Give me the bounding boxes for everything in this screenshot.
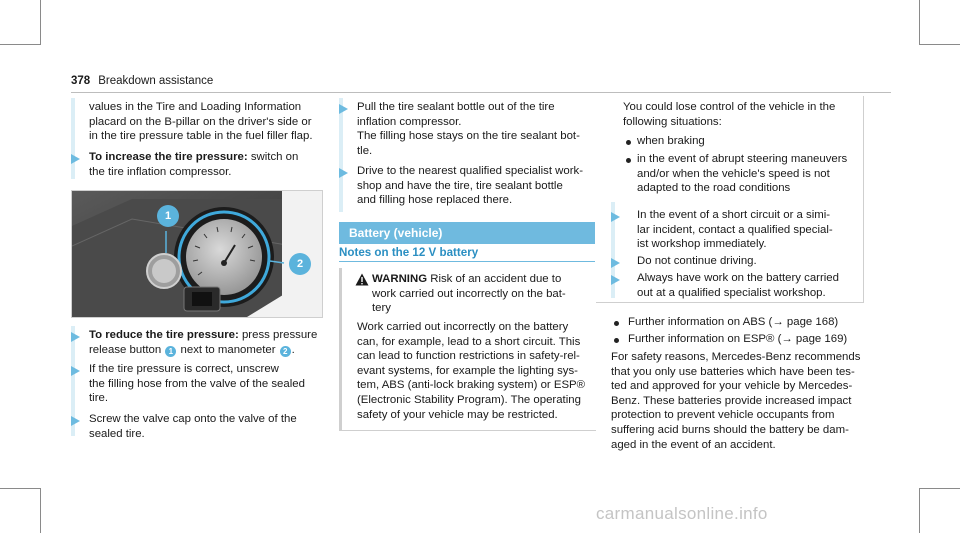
warning-head: Risk of an accident due to work carried out incorrectly on the bat- tery <box>372 273 566 315</box>
callout-2-badge: 2 <box>289 253 311 275</box>
col3-step1: In the event of a short circuit or a simi- lar incident, contact a qualified special- ist workshop immediately. <box>637 209 833 251</box>
step2-rest: press pressure release button <box>89 329 318 356</box>
warning-body: Work carried out incorrectly on the battery can, for example, lead to a short circuit. This can lead to function restrictions in safety-rel- evant systems, for example the lighting sys- tem, ABS (anti-lock braking system) or ESP® (Electronic Stability Program). The operating safety of your vehicle may be restricted. <box>357 321 586 421</box>
step-arrow-icon <box>71 366 80 376</box>
col3-step2: Do not continue driving. <box>637 255 757 267</box>
manometer-illustration <box>72 191 322 317</box>
crop-mark <box>919 0 920 45</box>
warning-triangle-icon <box>355 273 369 286</box>
step-bar <box>339 98 343 212</box>
col1-step3: If the tire pressure is correct, unscrew the filling hose from the valve of the sealed tire. <box>89 363 305 405</box>
col3-step3: Always have work on the battery carried out at a qualified specialist workshop. <box>637 272 839 299</box>
step1-bold: To increase the tire pressure: <box>89 151 248 163</box>
header-divider <box>71 92 891 93</box>
crop-mark <box>919 488 920 533</box>
step-arrow-icon <box>71 332 80 342</box>
step-arrow-icon <box>339 104 348 114</box>
page-header <box>71 74 213 89</box>
bullet-dot <box>626 140 631 145</box>
section-title-bar: Battery (vehicle) <box>339 222 595 244</box>
col1-intro: values in the Tire and Loading Information placard on the B-pillar on the driver's side or in the tire pressure table in the fuel filler flap. <box>89 101 313 143</box>
callout-2-icon: 2 <box>280 346 291 357</box>
step2-bold: To reduce the tire pressure: <box>89 329 239 341</box>
step-arrow-icon <box>611 275 620 285</box>
step-arrow-icon <box>339 168 348 178</box>
warning-title <box>372 272 566 316</box>
abs-reference-link[interactable]: Further information on ABS (→ page 168) <box>628 316 839 328</box>
crop-mark <box>919 488 960 489</box>
bullet-dot <box>614 321 619 326</box>
bullet-dot <box>614 338 619 343</box>
crop-mark <box>0 44 41 45</box>
compressor-figure <box>71 190 323 318</box>
col3-intro: You could lose control of the vehicle in the following situations: <box>623 101 836 128</box>
step-arrow-icon <box>71 416 80 426</box>
col1-step2 <box>89 328 317 357</box>
section-name: Breakdown assistance <box>98 75 214 87</box>
col1-step1 <box>89 150 298 179</box>
callout-1-badge: 1 <box>157 205 179 227</box>
col2-step2: Drive to the nearest qualified specialist work- shop and have the tire, tire sealant bottle and filling hose replaced there. <box>357 165 584 207</box>
esp-reference-link[interactable]: Further information on ESP® (→ page 169) <box>628 333 848 345</box>
step1-rest: switch on the tire inflation compressor. <box>89 151 299 178</box>
step-bar <box>71 98 75 179</box>
watermark: carmanualsonline.info <box>596 504 768 523</box>
col3-paragraph: For safety reasons, Mercedes-Benz recommends that you only use batteries which have been tes- ted and approved for your vehicle by Mercedes- Benz. These batteries provide increased impact protection to prevent vehicle occupants from suffering acid burns should the battery be dam- aged in the event of an accident. <box>611 351 861 451</box>
crop-mark <box>0 488 41 489</box>
step2-end: . <box>291 343 295 356</box>
step2-mid: next to manometer <box>177 343 279 356</box>
col2-step1: Pull the tire sealant bottle out of the tire inflation compressor. The filling hose stays on the tire sealant bot- tle. <box>357 101 580 157</box>
col3-bullet2: in the event of abrupt steering maneuvers and/or when the vehicle's speed is not adapted to the road conditions <box>637 153 848 195</box>
warning-label: WARNING <box>372 273 428 285</box>
crop-mark <box>919 44 960 45</box>
step-arrow-icon <box>71 154 80 164</box>
subheading: Notes on the 12 V battery <box>339 246 479 259</box>
col1-step4: Screw the valve cap onto the valve of the sealed tire. <box>89 413 297 440</box>
step-arrow-icon <box>611 258 620 268</box>
page-number: 378 <box>71 75 91 87</box>
crop-mark <box>40 488 41 533</box>
col3-bullet1: when braking <box>637 135 705 147</box>
callout-1-icon: 1 <box>165 346 176 357</box>
subheading-rule <box>339 261 595 262</box>
crop-mark <box>40 0 41 45</box>
bullet-dot <box>626 158 631 163</box>
step-arrow-icon <box>611 212 620 222</box>
warning-bar <box>339 268 342 430</box>
